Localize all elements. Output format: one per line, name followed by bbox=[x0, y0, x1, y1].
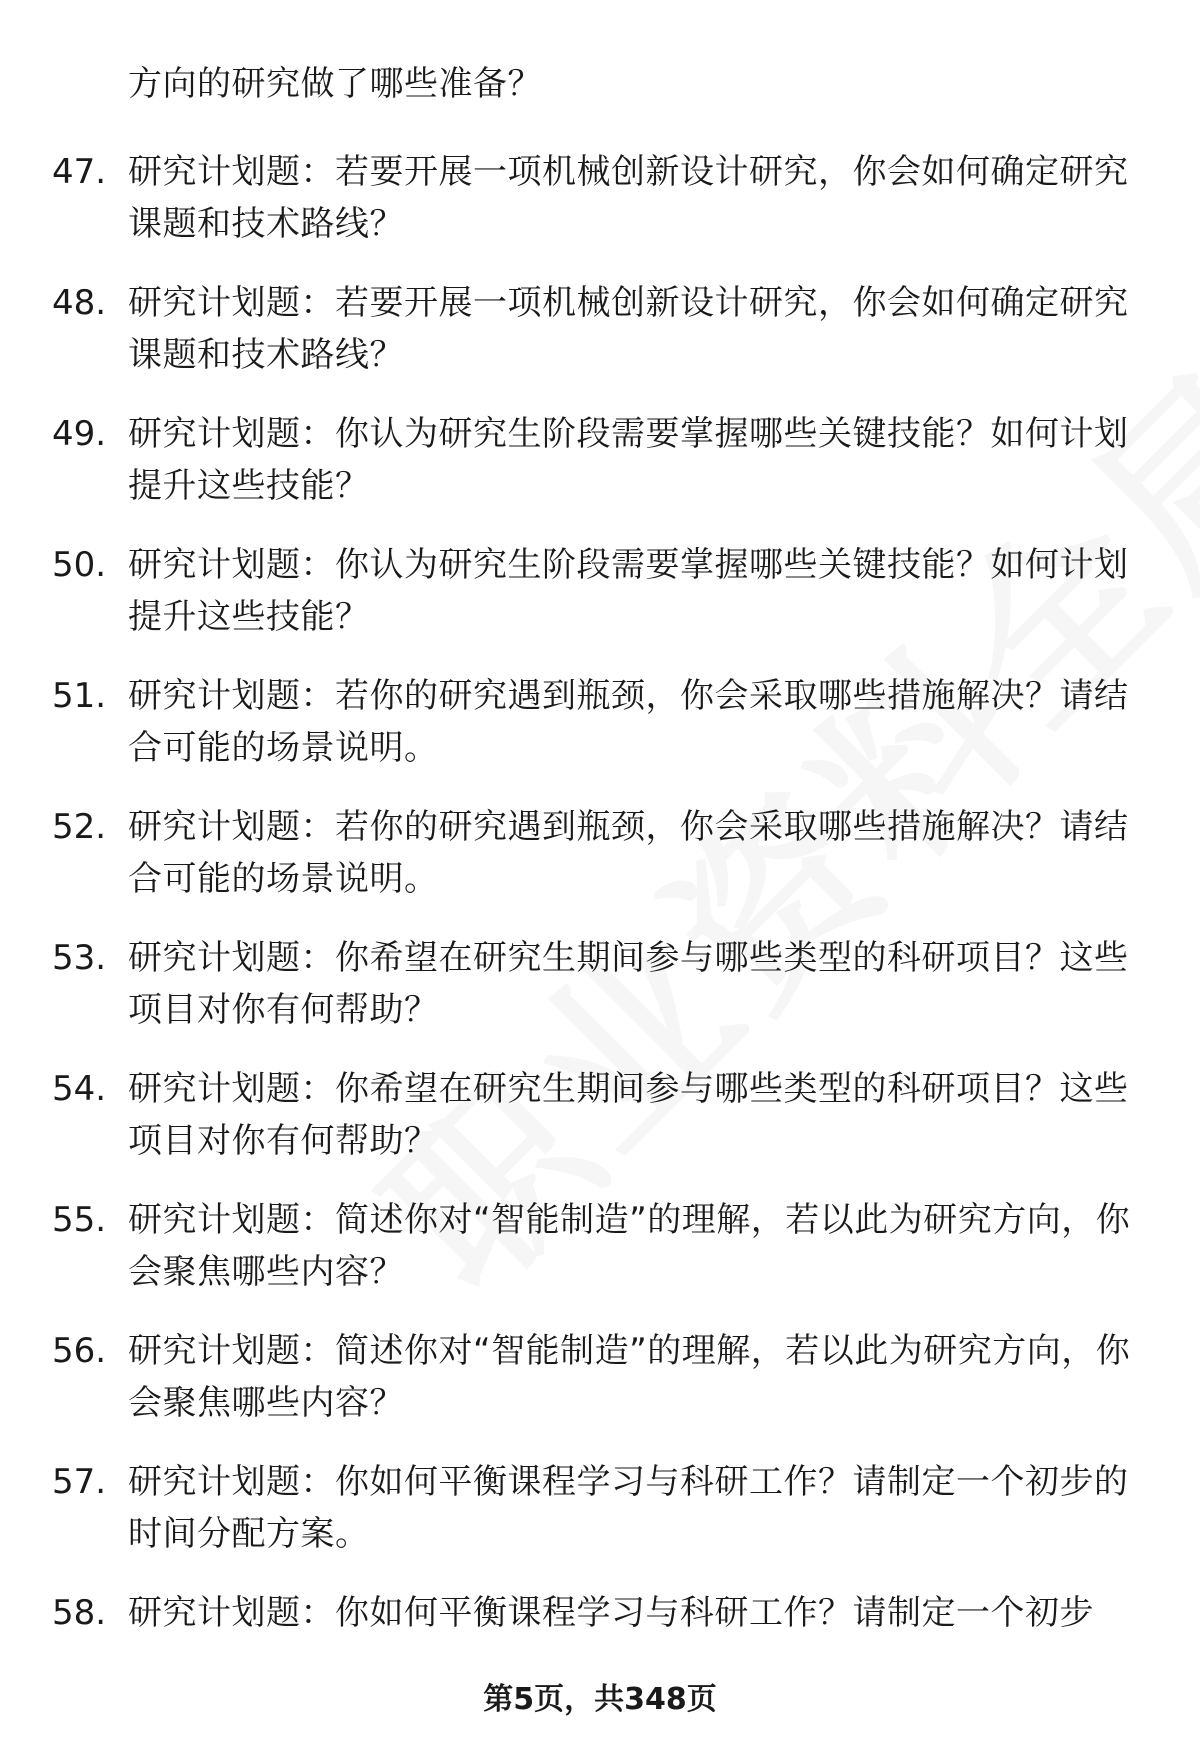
list-item bbox=[0, 146, 1200, 277]
question-text: 研究计划题：你认为研究生阶段需要掌握哪些关键技能？如何计划提升这些技能？ bbox=[128, 545, 1129, 637]
question-number: 57. bbox=[52, 1462, 107, 1502]
list-item bbox=[0, 277, 1200, 408]
list-item bbox=[0, 1194, 1200, 1325]
question-number: 50. bbox=[52, 545, 107, 585]
question-text: 研究计划题：若你的研究遇到瓶颈，你会采取哪些措施解决？请结合可能的场景说明。 bbox=[128, 807, 1129, 899]
question-text: 研究计划题：若要开展一项机械创新设计研究，你会如何确定研究课题和技术路线？ bbox=[128, 152, 1129, 244]
question-text: 研究计划题：你如何平衡课程学习与科研工作？请制定一个初步 bbox=[128, 1593, 1094, 1633]
list-item bbox=[0, 801, 1200, 932]
question-text: 研究计划题：你希望在研究生期间参与哪些类型的科研项目？这些项目对你有何帮助？ bbox=[128, 1069, 1129, 1161]
list-item bbox=[0, 1456, 1200, 1587]
continuation-text: 方向的研究做了哪些准备？ bbox=[128, 64, 542, 104]
question-text: 研究计划题：你如何平衡课程学习与科研工作？请制定一个初步的时间分配方案。 bbox=[128, 1462, 1129, 1554]
question-text: 研究计划题：若要开展一项机械创新设计研究，你会如何确定研究课题和技术路线？ bbox=[128, 283, 1129, 375]
question-number: 47. bbox=[52, 152, 107, 192]
list-item bbox=[0, 408, 1200, 539]
question-text: 研究计划题：你希望在研究生期间参与哪些类型的科研项目？这些项目对你有何帮助？ bbox=[128, 938, 1129, 1030]
question-number: 56. bbox=[52, 1331, 107, 1371]
question-text: 研究计划题：你认为研究生阶段需要掌握哪些关键技能？如何计划提升这些技能？ bbox=[128, 414, 1129, 506]
question-text: 研究计划题：若你的研究遇到瓶颈，你会采取哪些措施解决？请结合可能的场景说明。 bbox=[128, 676, 1129, 768]
question-number: 49. bbox=[52, 414, 107, 454]
question-number: 48. bbox=[52, 283, 107, 323]
question-number: 52. bbox=[52, 807, 107, 847]
list-item bbox=[0, 1325, 1200, 1456]
question-text: 研究计划题：简述你对“智能制造”的理解，若以此为研究方向，你会聚焦哪些内容？ bbox=[128, 1331, 1131, 1423]
page-footer: 第5页，共348页 bbox=[483, 1682, 717, 1717]
question-number: 53. bbox=[52, 938, 107, 978]
list-item bbox=[0, 932, 1200, 1063]
question-number: 54. bbox=[52, 1069, 107, 1109]
question-number: 55. bbox=[52, 1200, 107, 1240]
question-text: 研究计划题：简述你对“智能制造”的理解，若以此为研究方向，你会聚焦哪些内容？ bbox=[128, 1200, 1131, 1292]
question-number: 58. bbox=[52, 1593, 107, 1633]
question-list bbox=[0, 146, 1200, 1718]
list-item bbox=[0, 670, 1200, 801]
question-number: 51. bbox=[52, 676, 107, 716]
list-item bbox=[0, 539, 1200, 670]
list-item bbox=[0, 1063, 1200, 1194]
